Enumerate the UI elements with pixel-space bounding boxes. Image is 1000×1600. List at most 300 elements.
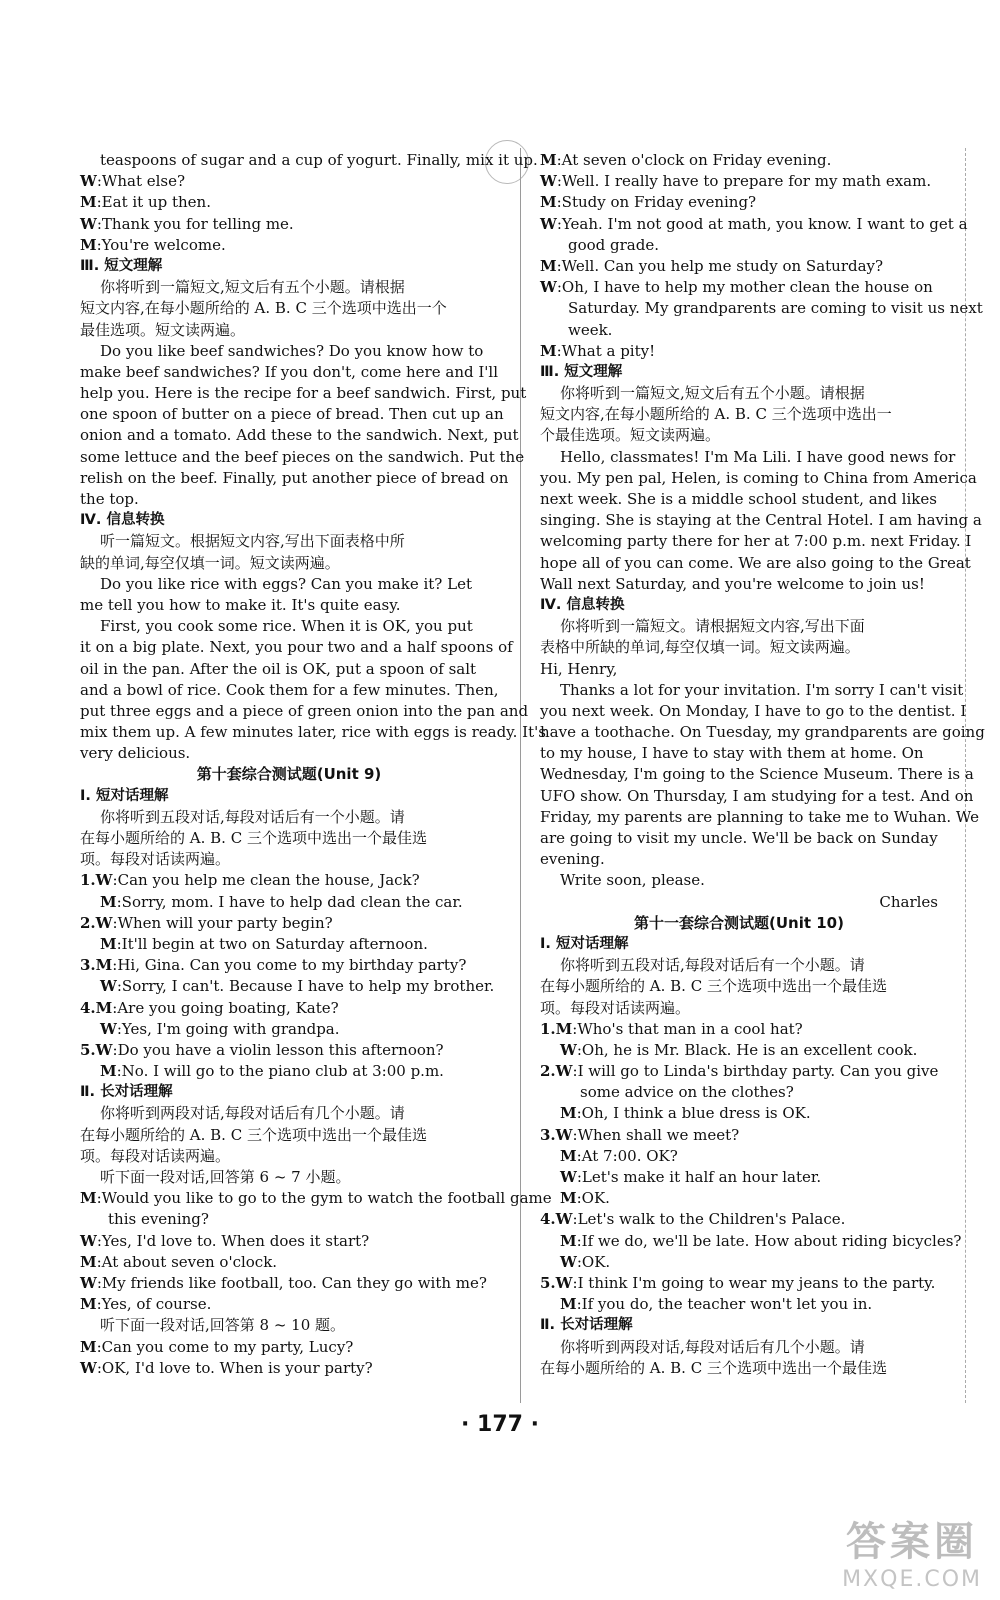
line-text: Do you like rice with eggs? Can you make it? Let (100, 574, 472, 593)
text-line (540, 870, 938, 891)
watermark-logo (842, 1510, 982, 1592)
line-text: At seven o'clock on Friday evening. (561, 151, 832, 169)
dialogue-line (540, 1125, 938, 1146)
speaker-colon: : (96, 214, 102, 233)
speaker-colon: : (576, 1104, 582, 1123)
dialogue-line (80, 235, 498, 256)
text-line (540, 659, 938, 680)
speaker-colon: : (576, 1040, 582, 1059)
dialogue-line (540, 1273, 938, 1294)
line-text: help you. Here is the recipe for a beef sandwich. First, put (80, 384, 527, 403)
line-text: make beef sandwiches? If you don't, come here and I'll (80, 362, 498, 381)
line-text: some lettuce and the beef pieces on the sandwich. Put the (80, 447, 525, 466)
speaker-colon: : (572, 1062, 578, 1081)
speaker-label: W (100, 1019, 117, 1038)
line-text: 你将听到五段对话,每段对话后有一个小题。请 (560, 956, 865, 975)
text-line (80, 680, 498, 701)
line-text: Yes, I'm going with grandpa. (121, 1019, 340, 1038)
speaker-label: M (555, 1019, 573, 1038)
text-line (80, 404, 504, 425)
line-text: Saturday. My grandparents are coming to visit us next (568, 299, 983, 318)
line-text: mix them up. A few minutes later, rice with eggs is ready. It's (80, 723, 546, 742)
line-text: good grade. (568, 235, 659, 254)
line-text: Ⅱ. 长对话理解 (540, 1317, 633, 1334)
speaker-label: M (80, 193, 97, 212)
item-number: 2. (540, 1062, 556, 1081)
speaker-colon: : (96, 1295, 102, 1314)
text-line (80, 574, 498, 595)
dialogue-line (540, 1252, 938, 1273)
speaker-colon: : (556, 193, 562, 212)
line-text: First, you cook some rice. When it is OK, you put (100, 617, 473, 636)
dialogue-line (80, 998, 498, 1019)
speaker-label: W (555, 1062, 573, 1081)
line-text: singing. She is staying at the Central Hotel. I am having a (540, 511, 982, 530)
line-text: OK. (581, 1189, 610, 1208)
speaker-label: M (80, 1189, 97, 1208)
speaker-label: W (555, 1273, 573, 1292)
line-text: Ⅳ. 信息转换 (80, 512, 165, 529)
dialogue-line (540, 1146, 938, 1167)
dialogue-line (80, 976, 498, 997)
dialogue-line (80, 214, 498, 235)
text-line (540, 235, 938, 256)
speaker-colon: : (112, 913, 118, 932)
speaker-colon: : (556, 278, 562, 297)
text-line (540, 1358, 938, 1379)
line-text: Would you like to go to the gym to watch the football game (101, 1189, 552, 1208)
dialogue-line (540, 1231, 962, 1252)
line-text: put three eggs and a piece of green onion into the pan and (80, 701, 529, 720)
left-column (80, 150, 552, 1379)
line-text: and a bowl of rice. Cook them for a few minutes. Then, (80, 680, 499, 699)
speaker-colon: : (556, 172, 562, 191)
line-text: 最佳选项。短文读两遍。 (80, 320, 246, 339)
text-line (540, 722, 985, 743)
text-line (80, 595, 498, 616)
dialogue-line (540, 341, 938, 362)
text-line (540, 828, 938, 849)
line-text: 第十一套综合测试题(Unit 10) (634, 913, 844, 932)
speaker-colon: : (556, 214, 562, 233)
dialogue-line (80, 1019, 498, 1040)
dialogue-line (540, 1019, 938, 1040)
dialogue-line (80, 1061, 498, 1082)
line-text: 短文内容,在每小题所给的 A. B. C 三个选项中选出一个 (80, 299, 447, 318)
line-text: Do you have a violin lesson this afternoon? (117, 1040, 444, 1059)
line-text: Thanks a lot for your invitation. I'm sorry I can't visit (560, 680, 964, 699)
speaker-label: M (95, 998, 113, 1017)
line-text: Oh, I think a blue dress is OK. (581, 1104, 811, 1123)
text-line (540, 701, 967, 722)
dialogue-line (80, 913, 498, 934)
line-text: 项。每段对话读两遍。 (80, 1146, 231, 1165)
right-column (540, 150, 985, 1379)
speaker-colon: : (572, 1210, 578, 1229)
line-text: When shall we meet? (577, 1125, 740, 1144)
text-line (80, 1167, 498, 1188)
line-text: 你将听到两段对话,每段对话后有几个小题。请 (560, 1337, 865, 1356)
dialogue-line (80, 1273, 498, 1294)
line-text: Hello, classmates! I'm Ma Lili. I have good news for (560, 447, 956, 466)
line-text: Ⅱ. 长对话理解 (80, 1084, 173, 1101)
speaker-colon: : (572, 1125, 578, 1144)
text-line (540, 468, 977, 489)
section-heading (540, 934, 938, 955)
line-text: 第十套综合测试题(Unit 9) (196, 765, 382, 784)
line-text: 你将听到两段对话,每段对话后有几个小题。请 (100, 1104, 405, 1123)
dialogue-line (80, 870, 498, 891)
line-text: Sorry, mom. I have to help dad clean the car. (121, 892, 463, 911)
line-text: I will go to Linda's birthday party. Can you give (577, 1062, 939, 1081)
section-heading (540, 362, 938, 383)
item-number: 1. (540, 1019, 556, 1038)
line-text: Write soon, please. (560, 871, 705, 890)
text-line (540, 637, 938, 658)
line-text: some advice on the clothes? (580, 1083, 794, 1102)
speaker-label: M (560, 1146, 577, 1165)
text-line (540, 298, 983, 319)
speaker-label: M (95, 956, 113, 975)
line-text: Let's make it half an hour later. (581, 1168, 822, 1186)
text-line (80, 701, 529, 722)
line-text: Eat it up then. (101, 193, 211, 212)
line-text: 你将听到五段对话,每段对话后有一个小题。请 (100, 807, 405, 826)
line-text: 表格中所缺的单词,每空仅填一词。短文读两遍。 (540, 638, 860, 657)
speaker-colon: : (116, 934, 122, 953)
line-text: hope all of you can come. We are also going to the Great (540, 553, 971, 572)
text-line (80, 425, 519, 446)
line-text: If you do, the teacher won't let you in. (581, 1295, 873, 1314)
speaker-label: M (100, 892, 117, 911)
dialogue-line (540, 1061, 938, 1082)
line-text: one spoon of butter on a piece of bread. Then cut up an (80, 405, 504, 424)
line-text: Study on Friday evening? (561, 193, 757, 212)
line-text: 在每小题所给的 A. B. C 三个选项中选出一个最佳选 (80, 1125, 427, 1144)
line-text: to my house, I have to stay with them at home. On (540, 744, 924, 763)
dialogue-line (80, 1040, 498, 1061)
dialogue-line (80, 892, 498, 913)
speaker-label: M (540, 151, 557, 169)
line-text: 听一篇短文。根据短文内容,写出下面表格中所 (100, 532, 405, 551)
line-text: At about seven o'clock. (101, 1252, 278, 1271)
speaker-label: W (95, 1040, 113, 1059)
dialogue-line (540, 192, 938, 213)
speaker-colon: : (576, 1231, 582, 1250)
text-line (80, 468, 509, 489)
speaker-colon: : (112, 956, 118, 975)
line-text: UFO show. On Thursday, I am studying for a test. And on (540, 786, 974, 805)
line-text: very delicious. (80, 744, 191, 763)
speaker-colon: : (576, 1189, 582, 1208)
speaker-label: M (540, 341, 557, 360)
line-text: 你将听到一篇短文,短文后有五个小题。请根据 (100, 278, 405, 297)
watermark-main: 答案圈 (846, 1519, 979, 1565)
speaker-label: M (100, 934, 117, 953)
dialogue-line (80, 1231, 498, 1252)
speaker-colon: : (96, 1189, 102, 1208)
dialogue-line (80, 1252, 498, 1273)
speaker-label: W (100, 977, 117, 996)
speaker-label: W (540, 278, 557, 297)
line-text: 在每小题所给的 A. B. C 三个选项中选出一个最佳选 (540, 1358, 887, 1377)
speaker-colon: : (116, 977, 122, 996)
line-text: evening. (540, 850, 605, 869)
line-text: Well. Can you help me study on Saturday? (561, 256, 884, 275)
line-text: Charles (879, 892, 938, 911)
section-heading (80, 256, 498, 277)
line-text: No. I will go to the piano club at 3:00 p.m. (121, 1062, 444, 1081)
line-text: 你将听到一篇短文,短文后有五个小题。请根据 (560, 384, 865, 403)
text-line (80, 849, 498, 870)
section-heading (80, 510, 498, 531)
dialogue-line (80, 171, 498, 192)
text-line (80, 362, 498, 383)
text-line (540, 553, 971, 574)
dialogue-line (540, 214, 968, 235)
text-line (80, 1125, 498, 1146)
text-line (80, 531, 498, 552)
text-line (80, 277, 498, 298)
speaker-label: W (560, 1040, 577, 1059)
line-text: oil in the pan. After the oil is OK, put a spoon of salt (80, 659, 477, 678)
text-line (80, 828, 498, 849)
speaker-colon: : (112, 998, 118, 1017)
line-text: OK, I'd love to. When is your party? (101, 1358, 373, 1377)
speaker-colon: : (96, 193, 102, 212)
line-text: 在每小题所给的 A. B. C 三个选项中选出一个最佳选 (540, 977, 887, 996)
line-text: have a toothache. On Tuesday, my grandparents are going (540, 723, 985, 742)
line-text: 你将听到一篇短文。请根据短文内容,写出下面 (560, 617, 865, 636)
test-title (80, 764, 498, 785)
line-text: Hi, Henry, (540, 659, 618, 678)
speaker-colon: : (96, 235, 102, 254)
speaker-label: W (80, 1231, 97, 1250)
dialogue-line (80, 192, 498, 213)
item-number: 5. (80, 1040, 96, 1059)
text-line (540, 404, 938, 425)
section-heading (540, 595, 938, 616)
item-number: 2. (80, 913, 96, 932)
text-line (540, 531, 972, 552)
text-line (540, 574, 938, 595)
speaker-colon: : (576, 1146, 582, 1165)
line-text: Can you come to my party, Lucy? (101, 1337, 354, 1356)
line-text: Ⅲ. 短文理解 (80, 257, 163, 274)
text-line (80, 1146, 498, 1167)
line-text: At 7:00. OK? (581, 1146, 678, 1165)
speaker-label: W (95, 871, 113, 890)
speaker-colon: : (96, 1231, 102, 1250)
text-line (540, 786, 974, 807)
line-text: you next week. On Monday, I have to go to the dentist. I (540, 701, 967, 720)
speaker-colon: : (556, 341, 562, 360)
line-text: Do you like beef sandwiches? Do you know how to (100, 341, 484, 360)
speaker-colon: : (116, 892, 122, 911)
item-number: 5. (540, 1273, 556, 1292)
speaker-colon: : (116, 1019, 122, 1038)
text-line (80, 341, 498, 362)
speaker-label: W (560, 1252, 577, 1271)
dialogue-line (80, 955, 498, 976)
item-number: 4. (540, 1210, 556, 1229)
line-text: 缺的单词,每空仅填一词。短文读两遍。 (80, 553, 340, 572)
line-text: Hi, Gina. Can you come to my birthday party? (117, 956, 467, 975)
line-text: teaspoons of sugar and a cup of yogurt. Finally, mix it up. (100, 151, 538, 169)
line-text: What else? (101, 172, 186, 191)
text-line (80, 447, 525, 468)
speaker-label: W (540, 214, 557, 233)
text-line (80, 1103, 498, 1124)
speaker-label: W (80, 1358, 97, 1377)
dialogue-line (80, 1337, 498, 1358)
section-heading (540, 1315, 938, 1336)
speaker-colon: : (572, 1273, 578, 1292)
text-line (540, 1082, 938, 1103)
line-text: Ⅰ. 短对话理解 (540, 935, 629, 952)
line-text: You're welcome. (101, 235, 226, 254)
line-text: Wall next Saturday, and you're welcome to join us! (540, 574, 925, 593)
speaker-label: W (555, 1210, 573, 1229)
line-text: Ⅰ. 短对话理解 (80, 787, 169, 804)
item-number: 1. (80, 871, 96, 890)
dialogue-line (540, 171, 938, 192)
speaker-label: M (80, 1295, 97, 1314)
dialogue-line (540, 277, 938, 298)
speaker-colon: : (96, 1358, 102, 1377)
line-text: Let's walk to the Children's Palace. (577, 1210, 846, 1229)
line-text: It'll begin at two on Saturday afternoon. (121, 934, 428, 953)
speaker-colon: : (96, 172, 102, 191)
item-number: 4. (80, 998, 96, 1017)
speaker-label: M (560, 1231, 577, 1250)
text-line (540, 489, 938, 510)
text-line (540, 998, 938, 1019)
text-line (80, 722, 546, 743)
watermark-sub: MXQE.COM (842, 1567, 982, 1592)
dialogue-line (540, 1209, 938, 1230)
text-line (540, 680, 964, 701)
speaker-label: W (80, 214, 97, 233)
line-text: Wednesday, I'm going to the Science Museum. There is a (540, 765, 974, 784)
dialogue-line (540, 1040, 938, 1061)
speaker-label: M (560, 1295, 577, 1314)
line-text: relish on the beef. Finally, put another piece of bread on (80, 468, 509, 487)
speaker-colon: : (112, 871, 118, 890)
section-heading (80, 1082, 498, 1103)
speaker-label: W (95, 913, 113, 932)
text-line (80, 1209, 498, 1230)
line-text: 短文内容,在每小题所给的 A. B. C 三个选项中选出一 (540, 405, 892, 424)
speaker-colon: : (576, 1168, 582, 1186)
line-text: What a pity! (561, 341, 656, 360)
speaker-label: M (560, 1104, 577, 1123)
speaker-label: M (540, 256, 557, 275)
text-line (540, 807, 979, 828)
text-line (80, 616, 498, 637)
text-line (540, 320, 938, 341)
dialogue-line (80, 1294, 498, 1315)
line-text: 项。每段对话读两遍。 (80, 850, 231, 869)
speaker-colon: : (96, 1273, 102, 1292)
line-text: next week. She is a middle school student, and likes (540, 490, 937, 508)
speaker-colon: : (116, 1062, 122, 1081)
speaker-label: M (540, 193, 557, 212)
text-line (80, 298, 498, 319)
line-text: 在每小题所给的 A. B. C 三个选项中选出一个最佳选 (80, 829, 427, 847)
speaker-colon: : (112, 1040, 118, 1059)
line-text: Friday, my parents are planning to take me to Wuhan. We (540, 807, 979, 826)
line-text: Oh, he is Mr. Black. He is an excellent cook. (581, 1040, 918, 1059)
line-text: are going to visit my uncle. We'll be back on Sunday (540, 829, 938, 847)
dialogue-line (540, 1294, 938, 1315)
line-text: Yes, I'd love to. When does it start? (101, 1231, 370, 1250)
speaker-label: M (80, 1252, 97, 1271)
speaker-label: W (80, 1273, 97, 1292)
speaker-label: W (80, 172, 97, 191)
test-title (540, 913, 938, 934)
text-line (80, 489, 498, 510)
item-number: 3. (540, 1125, 556, 1144)
line-text: Are you going boating, Kate? (117, 998, 339, 1017)
line-text: 听下面一段对话,回答第 8 ~ 10 题。 (100, 1316, 346, 1335)
dialogue-line (540, 256, 938, 277)
speaker-label: M (80, 1337, 97, 1356)
section-heading (80, 786, 498, 807)
text-line (540, 892, 938, 913)
line-text: onion and a tomato. Add these to the sandwich. Next, put (80, 426, 519, 445)
line-text: 个最佳选项。短文读两遍。 (540, 426, 721, 445)
text-line (540, 743, 938, 764)
speaker-colon: : (96, 1337, 102, 1356)
text-line (540, 425, 938, 446)
line-text: My friends like football, too. Can they go with me? (101, 1273, 487, 1292)
line-text: I think I'm going to wear my jeans to the party. (577, 1273, 936, 1292)
text-line (80, 553, 498, 574)
dialogue-line (540, 1188, 938, 1209)
line-text: Yes, of course. (101, 1295, 212, 1314)
dialogue-line (80, 1358, 498, 1379)
line-text: welcoming party there for her at 7:00 p.m. next Friday. I (540, 532, 972, 551)
page-number: · 177 · (461, 1412, 539, 1437)
dialogue-line (80, 1188, 552, 1209)
dialogue-line (540, 150, 938, 171)
text-line (80, 743, 498, 764)
line-text: Oh, I have to help my mother clean the house on (561, 278, 933, 297)
speaker-label: W (540, 172, 557, 191)
line-text: Well. I really have to prepare for my math exam. (561, 172, 932, 191)
column-divider (520, 148, 521, 1403)
text-line (80, 637, 513, 658)
line-text: Can you help me clean the house, Jack? (117, 871, 420, 890)
speaker-colon: : (556, 151, 562, 169)
line-text: you. My pen pal, Helen, is coming to China from America (540, 468, 977, 487)
dialogue-line (540, 1103, 938, 1124)
line-text: If we do, we'll be late. How about riding bicycles? (581, 1231, 962, 1250)
item-number: 3. (80, 956, 96, 975)
text-line (80, 659, 498, 680)
text-line (540, 447, 956, 468)
line-text: week. (568, 320, 613, 339)
line-text: Sorry, I can't. Because I have to help my brother. (121, 977, 495, 996)
line-text: me tell you how to make it. It's quite easy. (80, 595, 401, 614)
text-line (540, 764, 974, 785)
speaker-label: M (80, 235, 97, 254)
speaker-label: W (560, 1168, 577, 1186)
line-text: Yeah. I'm not good at math, you know. I want to get a (561, 214, 968, 233)
text-line (80, 807, 498, 828)
line-text: 听下面一段对话,回答第 6 ~ 7 小题。 (100, 1168, 351, 1186)
